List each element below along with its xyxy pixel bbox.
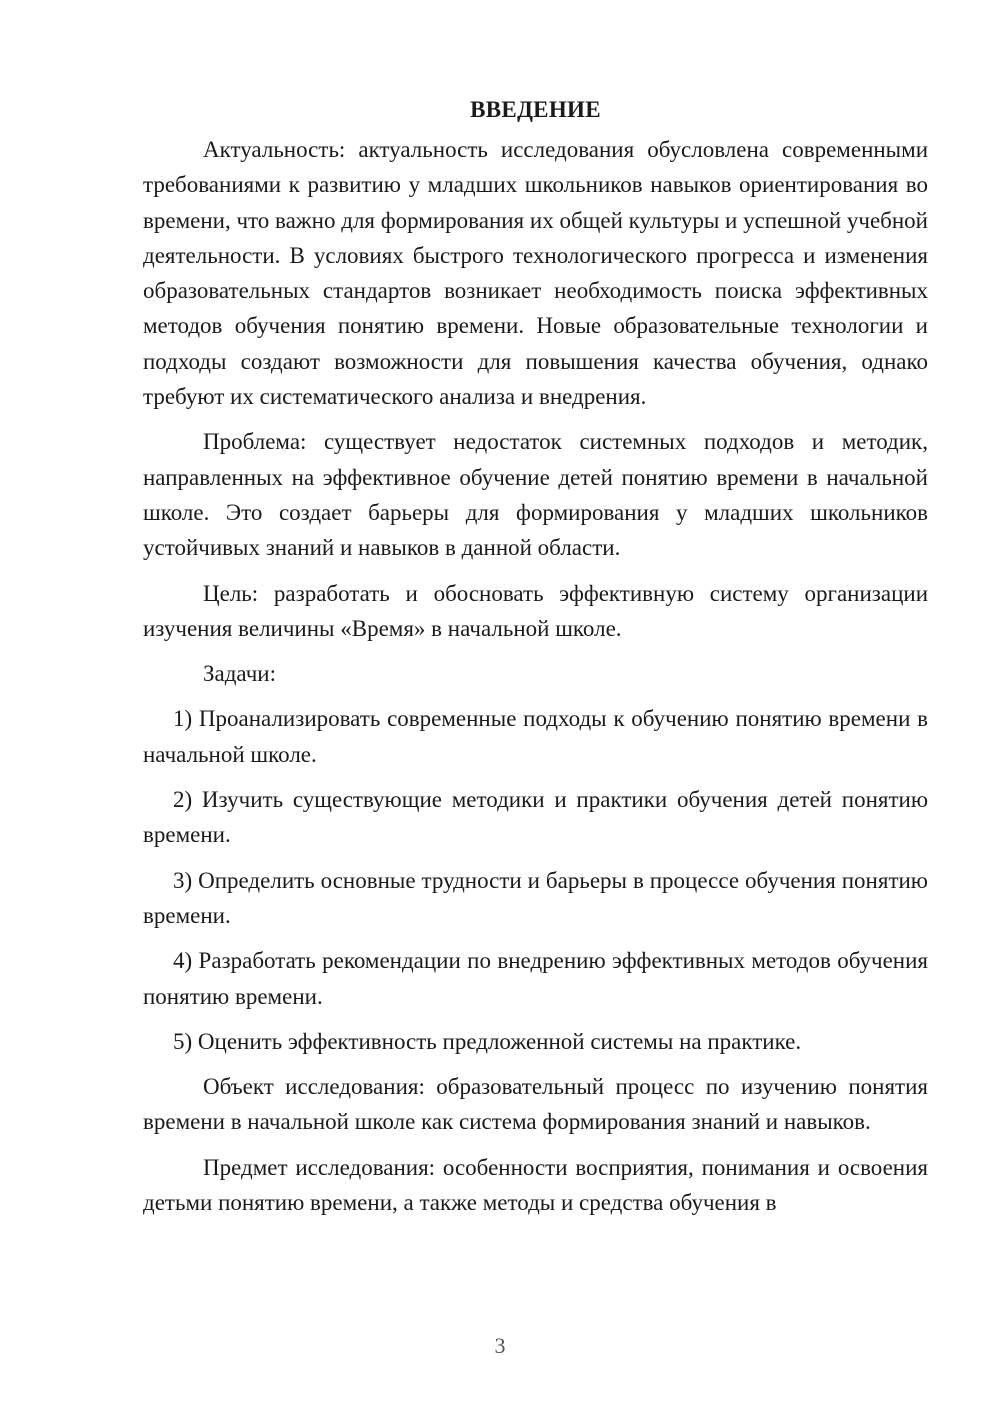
page-number: 3 [494, 1333, 506, 1358]
task-item-2: 2) Изучить существующие методики и практики обучения детей понятию времени. [143, 787, 928, 848]
section-heading: ВВЕДЕНИЕ [470, 97, 601, 122]
subject-paragraph: Предмет исследования: особенности восприятия, понимания и освоения детьми понятию времени, а также методы и средства обучения в [143, 1154, 928, 1216]
goal-paragraph: Цель: разработать и обосновать эффективную систему организации изучения величины «Время» в начальной школе. [143, 580, 928, 641]
object-paragraph: Объект исследования: образовательный процесс по изучению понятия времени в начальной школе как система формирования знаний и навыков. [143, 1074, 928, 1135]
relevance-paragraph: Актуальность: актуальность исследования обусловлена современными требованиями к развитию у младших школьников навыков ориентирования во времени, что важно для формирования их общей культуры и успешной учебной деятельности. В условиях быстрого технологического прогресса и изменения образовательных стандартов возникает необходимость поиска эффективных методов обучения понятию времени. Новые образовательные технологии и подходы создают возможности для повышения качества обучения, однако требуют их систематического анализа и внедрения. [143, 137, 928, 410]
task-item-4: 4) Разработать рекомендации по внедрению эффективных методов обучения понятию времени. [143, 948, 928, 1009]
task-item-5: 5) Оценить эффективность предложенной системы на практике. [173, 1028, 802, 1054]
task-item-1: 1) Проанализировать современные подходы к обучению понятию времени в начальной школе. [143, 706, 928, 767]
task-item-3: 3) Определить основные трудности и барьеры в процессе обучения понятию времени. [143, 867, 928, 928]
problem-paragraph: Проблема: существует недостаток системных подходов и методик, направленных на эффективное обучение детей понятию времени в начальной школе. Это создает барьеры для формирования у младших школьников устойчивых знаний и навыков в данной области. [143, 429, 928, 561]
page-content [143, 92, 928, 1230]
tasks-label: Задачи: [203, 661, 276, 687]
